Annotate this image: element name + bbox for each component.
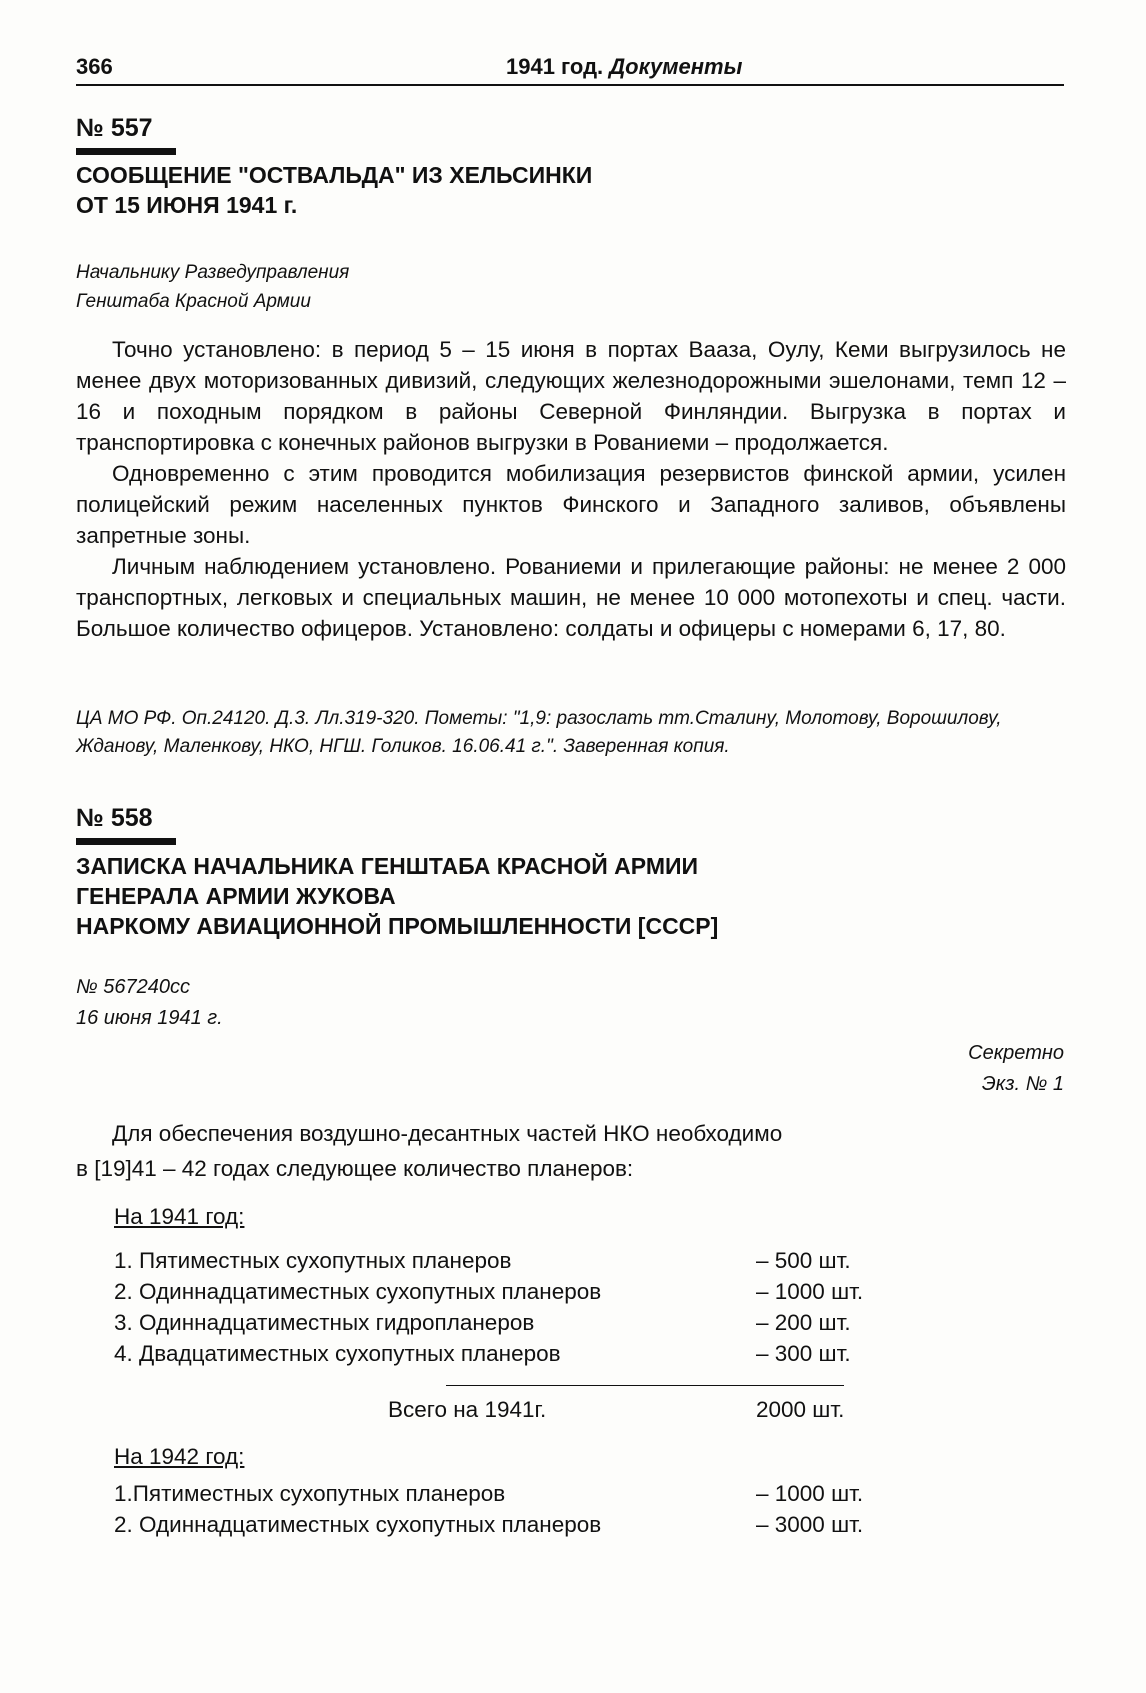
doc557-paragraph: Личным наблюдением установлено. Рованиеми и прилегающие районы: не менее 2 000 транспортных, легковых и специальных машин, не менее 10 000 мотопехоты и спец. части. Большое количество офицеров. Установлено: солдаты и офицеры с номерами 6, 17, 80.	[76, 554, 1066, 641]
doc557-addressee	[76, 258, 349, 316]
intro-line: в [19]41 – 42 годах следующее количество планеров:	[76, 1156, 634, 1181]
glider-type: 1.Пятиместных сухопутных планеров	[114, 1481, 506, 1506]
glider-qty: – 200 шт.	[756, 1310, 851, 1335]
secrecy-label: Секретно	[968, 1042, 1064, 1064]
doc558-number-bar	[76, 838, 176, 845]
glider-type: 2. Одиннадцатиместных сухопутных планеров	[114, 1279, 602, 1304]
running-title-year: 1941 год.	[506, 54, 604, 79]
glider-row	[114, 1478, 914, 1509]
running-title-section: Документы	[609, 54, 743, 79]
glider-qty: – 1000 шт.	[756, 1481, 864, 1506]
doc558-title-line: ГЕНЕРАЛА АРМИИ ЖУКОВА	[76, 883, 396, 909]
page-number: 366	[76, 54, 113, 79]
doc557-title-line: ОТ 15 ИЮНЯ 1941 г.	[76, 192, 298, 218]
glider-list-1942	[114, 1478, 914, 1540]
glider-qty: – 1000 шт.	[756, 1279, 864, 1304]
doc558-classification	[968, 1038, 1064, 1100]
glider-type: 2. Одиннадцатиместных сухопутных планеров	[114, 1512, 602, 1537]
copy-number: Экз. № 1	[981, 1073, 1064, 1095]
reg-number: № 567240сс	[76, 976, 190, 998]
glider-qty: – 300 шт.	[756, 1341, 851, 1366]
glider-row	[114, 1307, 914, 1338]
glider-row	[114, 1509, 914, 1540]
glider-type: 4. Двадцатиместных сухопутных планеров	[114, 1341, 561, 1366]
doc557-paragraph: Одновременно с этим проводится мобилизация резервистов финской армии, усилен полицейский режим населенных пунктов Финского и Западного заливов, объявлены запретные зоны.	[76, 461, 1066, 548]
total-value: 2000 шт.	[756, 1397, 845, 1422]
year-1941-heading: На 1941 год:	[114, 1204, 245, 1229]
doc557-body	[76, 334, 1066, 644]
total-label: Всего на 1941г.	[388, 1397, 547, 1422]
doc557-title-line: СООБЩЕНИЕ "ОСТВАЛЬДА" ИЗ ХЕЛЬСИНКИ	[76, 162, 593, 188]
doc558-title-line: ЗАПИСКА НАЧАЛЬНИКА ГЕНШТАБА КРАСНОЙ АРМИИ	[76, 853, 699, 879]
glider-list-1941	[114, 1245, 914, 1369]
running-head	[76, 50, 1064, 86]
doc558-registration	[76, 972, 223, 1034]
doc-date: 16 июня 1941 г.	[76, 1007, 223, 1029]
year-1942-heading: На 1942 год:	[114, 1444, 245, 1469]
doc557-source-note: ЦА МО РФ. Оп.24120. Д.3. Лл.319-320. Пометы: "1,9: разослать тт.Сталину, Молотову, Ворошилову, Жданову, Маленкову, НКО, НГШ. Голиков. 16.06.41 г.". Заверенная копия.	[76, 708, 1002, 757]
intro-line: Для обеспечения воздушно-десантных частей НКО необходимо	[112, 1121, 783, 1146]
doc557-title	[76, 160, 1066, 220]
glider-type: 3. Одиннадцатиместных гидропланеров	[114, 1310, 535, 1335]
glider-qty: – 500 шт.	[756, 1248, 851, 1273]
doc558-title	[76, 851, 1066, 941]
addressee-line: Генштаба Красной Армии	[76, 291, 311, 312]
glider-row	[114, 1338, 914, 1369]
doc557-paragraph: Точно установлено: в период 5 – 15 июня в портах Вааза, Оулу, Кеми выгрузилось не менее двух моторизованных дивизий, следующих железнодорожными эшелонами, темп 12 –16 и походным порядком в районы Северной Финляндии. Выгрузка в портах и транспортировка с конечных районов выгрузки в Рованиеми – продолжается.	[76, 337, 1066, 455]
doc558-title-line: НАРКОМУ АВИАЦИОННОЙ ПРОМЫШЛЕННОСТИ [СССР]	[76, 913, 719, 939]
glider-qty: – 3000 шт.	[756, 1512, 864, 1537]
glider-row	[114, 1276, 914, 1307]
addressee-line: Начальнику Разведуправления	[76, 262, 350, 283]
running-title	[506, 54, 742, 80]
glider-row	[114, 1245, 914, 1276]
doc557-number: № 557	[76, 114, 153, 142]
doc558-intro	[76, 1116, 1066, 1186]
doc557-number-bar	[76, 148, 176, 155]
glider-type: 1. Пятиместных сухопутных планеров	[114, 1248, 512, 1273]
doc558-number: № 558	[76, 804, 153, 832]
total-rule	[446, 1385, 844, 1386]
